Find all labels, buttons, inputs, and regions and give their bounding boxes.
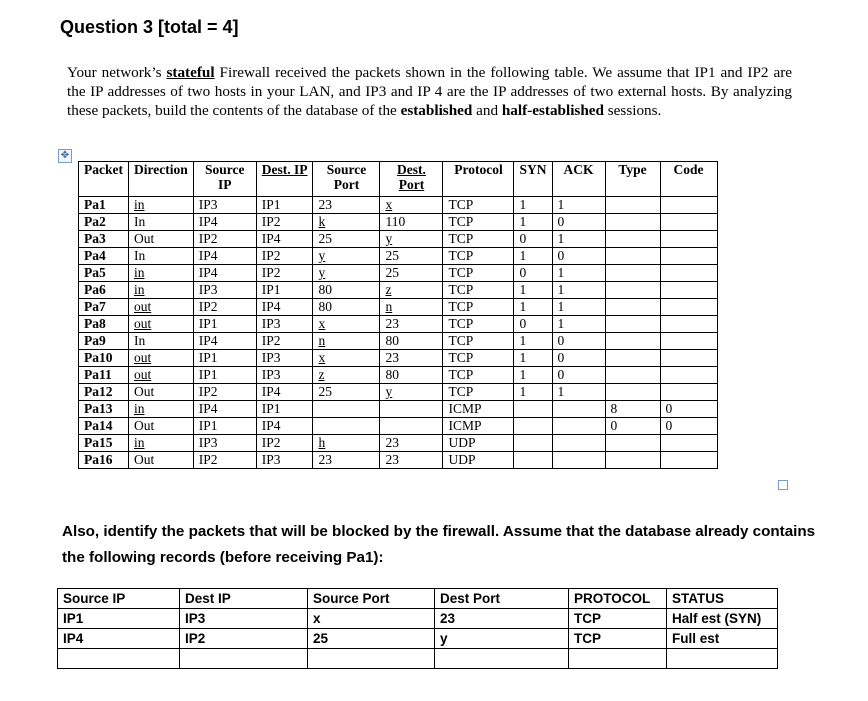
cell-dest-port: 23 <box>380 452 443 469</box>
cell-source-port: 23 <box>313 197 380 214</box>
cell-dest-ip: IP2 <box>256 248 313 265</box>
cell-source-port: 80 <box>313 282 380 299</box>
db-row <box>58 649 778 669</box>
cell-direction: in <box>128 265 193 282</box>
cell-source-ip: IP3 <box>193 435 256 452</box>
cell-dest-ip: IP4 <box>256 299 313 316</box>
cell-dest-port: n <box>380 299 443 316</box>
header-type: Type <box>605 162 660 197</box>
cell-dest-ip: IP1 <box>256 282 313 299</box>
packet-row <box>79 265 718 282</box>
cell-dest-ip: IP4 <box>256 384 313 401</box>
cell-ack: 0 <box>552 214 605 231</box>
cell-type: 0 <box>605 418 660 435</box>
cell-protocol: TCP <box>443 282 514 299</box>
cell-direction: out <box>128 316 193 333</box>
cell-dest-ip: IP4 <box>256 231 313 248</box>
packet-row <box>79 384 718 401</box>
cell-dest-ip: IP2 <box>256 435 313 452</box>
db-header-protocol: PROTOCOL <box>569 589 667 609</box>
cell-dest-ip: IP3 <box>256 452 313 469</box>
packet-row <box>79 282 718 299</box>
cell-code <box>660 333 717 350</box>
packet-row <box>79 333 718 350</box>
header-source-ip: Source IP <box>193 162 256 197</box>
cell-ack: 0 <box>552 248 605 265</box>
packet-table <box>78 161 718 469</box>
cell-protocol: TCP <box>443 231 514 248</box>
cell-source-ip: IP2 <box>193 384 256 401</box>
cell-code <box>660 248 717 265</box>
db-cell-status <box>667 649 778 669</box>
cell-packet: Pa1 <box>79 197 129 214</box>
db-table-body <box>58 609 778 669</box>
db-cell-protocol <box>569 649 667 669</box>
cell-protocol: TCP <box>443 367 514 384</box>
cell-syn: 1 <box>514 248 552 265</box>
cell-direction: out <box>128 299 193 316</box>
cell-dest-ip: IP2 <box>256 265 313 282</box>
cell-direction: In <box>128 248 193 265</box>
cell-ack: 1 <box>552 197 605 214</box>
db-cell-dest-port: y <box>435 629 569 649</box>
paragraph-text: sessions. <box>603 102 662 119</box>
packet-row <box>79 350 718 367</box>
cell-direction: In <box>128 333 193 350</box>
db-cell-source-ip: IP4 <box>58 629 180 649</box>
cell-code <box>660 231 717 248</box>
db-cell-dest-port: 23 <box>435 609 569 629</box>
cell-dest-port: y <box>380 384 443 401</box>
cell-syn: 1 <box>514 299 552 316</box>
cell-syn: 1 <box>514 214 552 231</box>
question-title: Question 3 [total = 4] <box>60 17 239 37</box>
db-cell-source-port: 25 <box>308 629 435 649</box>
packet-row <box>79 435 718 452</box>
cell-ack: 0 <box>552 367 605 384</box>
cell-code: 0 <box>660 418 717 435</box>
db-cell-protocol: TCP <box>569 629 667 649</box>
cell-direction: Out <box>128 231 193 248</box>
cell-dest-port: 80 <box>380 367 443 384</box>
cell-type <box>605 197 660 214</box>
cell-syn: 1 <box>514 350 552 367</box>
header-direction: Direction <box>128 162 193 197</box>
cell-packet: Pa4 <box>79 248 129 265</box>
cell-source-ip: IP4 <box>193 333 256 350</box>
cell-ack: 1 <box>552 384 605 401</box>
cell-syn: 1 <box>514 333 552 350</box>
cell-packet: Pa14 <box>79 418 129 435</box>
half-established-emphasis: half-established <box>501 102 604 119</box>
cell-packet: Pa11 <box>79 367 129 384</box>
cell-ack: 1 <box>552 265 605 282</box>
cell-direction: in <box>128 197 193 214</box>
header-syn: SYN <box>514 162 552 197</box>
cell-dest-port: 25 <box>380 248 443 265</box>
cell-packet: Pa8 <box>79 316 129 333</box>
cell-source-port: k <box>313 214 380 231</box>
question-paragraph <box>67 63 792 120</box>
packet-row <box>79 418 718 435</box>
packet-row <box>79 367 718 384</box>
cell-code: 0 <box>660 401 717 418</box>
cell-ack: 0 <box>552 350 605 367</box>
cell-dest-port: y <box>380 231 443 248</box>
cell-ack: 1 <box>552 231 605 248</box>
packet-row <box>79 214 718 231</box>
cell-source-ip: IP4 <box>193 214 256 231</box>
db-cell-source-port: x <box>308 609 435 629</box>
cell-source-port: 23 <box>313 452 380 469</box>
cell-source-port: n <box>313 333 380 350</box>
header-packet: Packet <box>79 162 129 197</box>
table-resize-handle[interactable] <box>778 480 788 490</box>
paragraph-text: Firewall received the packets shown in the following table. We assume that IP1 and IP2 are the IP addresses of two hosts in your LAN, and IP3 and IP 4 are the IP addresses of two external hosts. By analyzing these packets, build the contents of the database of the <box>67 64 792 119</box>
cell-ack <box>552 418 605 435</box>
db-cell-dest-ip: IP2 <box>180 629 308 649</box>
cell-dest-ip: IP2 <box>256 214 313 231</box>
cell-ack: 1 <box>552 316 605 333</box>
cell-protocol: ICMP <box>443 418 514 435</box>
cell-packet: Pa6 <box>79 282 129 299</box>
cell-direction: In <box>128 214 193 231</box>
cell-type <box>605 435 660 452</box>
cell-dest-port <box>380 418 443 435</box>
cell-packet: Pa15 <box>79 435 129 452</box>
cell-dest-port: 23 <box>380 435 443 452</box>
cell-source-port: y <box>313 248 380 265</box>
cell-syn <box>514 401 552 418</box>
header-protocol: Protocol <box>443 162 514 197</box>
cell-dest-port: 23 <box>380 316 443 333</box>
db-header-status: STATUS <box>667 589 778 609</box>
cell-code <box>660 197 717 214</box>
db-cell-status: Full est <box>667 629 778 649</box>
packet-row <box>79 197 718 214</box>
db-cell-source-ip <box>58 649 180 669</box>
cell-dest-port: x <box>380 197 443 214</box>
cell-syn <box>514 452 552 469</box>
cell-dest-ip: IP1 <box>256 197 313 214</box>
cell-direction: in <box>128 435 193 452</box>
cell-source-ip: IP3 <box>193 197 256 214</box>
cell-type <box>605 350 660 367</box>
cell-code <box>660 384 717 401</box>
cell-source-port: 25 <box>313 384 380 401</box>
cell-type: 8 <box>605 401 660 418</box>
db-cell-dest-port <box>435 649 569 669</box>
db-header-dest-port: Dest Port <box>435 589 569 609</box>
db-cell-source-port <box>308 649 435 669</box>
paragraph-text: and <box>472 102 502 119</box>
db-cell-dest-ip: IP3 <box>180 609 308 629</box>
cell-code <box>660 367 717 384</box>
cell-direction: Out <box>128 384 193 401</box>
session-database-table <box>57 588 778 669</box>
db-row <box>58 609 778 629</box>
cell-source-ip: IP1 <box>193 367 256 384</box>
cell-source-port: z <box>313 367 380 384</box>
cell-protocol: TCP <box>443 197 514 214</box>
cell-source-port: 25 <box>313 231 380 248</box>
cell-source-port: h <box>313 435 380 452</box>
cell-syn: 1 <box>514 282 552 299</box>
cell-direction: out <box>128 350 193 367</box>
cell-syn <box>514 435 552 452</box>
cell-source-ip: IP4 <box>193 248 256 265</box>
paragraph-text: Your network’s <box>67 64 167 81</box>
db-cell-status: Half est (SYN) <box>667 609 778 629</box>
db-header-source-ip: Source IP <box>58 589 180 609</box>
cell-type <box>605 452 660 469</box>
cell-ack: 0 <box>552 333 605 350</box>
cell-source-ip: IP1 <box>193 316 256 333</box>
cell-code <box>660 265 717 282</box>
cell-type <box>605 316 660 333</box>
cell-code <box>660 214 717 231</box>
cell-type <box>605 367 660 384</box>
cell-type <box>605 265 660 282</box>
db-row <box>58 629 778 649</box>
cell-dest-port: z <box>380 282 443 299</box>
cell-direction: out <box>128 367 193 384</box>
cell-direction: Out <box>128 452 193 469</box>
cell-protocol: TCP <box>443 316 514 333</box>
cell-type <box>605 231 660 248</box>
db-header-source-port: Source Port <box>308 589 435 609</box>
cell-source-port <box>313 401 380 418</box>
cell-source-port: x <box>313 316 380 333</box>
cell-syn: 0 <box>514 265 552 282</box>
cell-direction: Out <box>128 418 193 435</box>
stateful-emphasis: stateful <box>166 64 215 81</box>
cell-code <box>660 435 717 452</box>
cell-protocol: ICMP <box>443 401 514 418</box>
cell-dest-ip: IP1 <box>256 401 313 418</box>
packet-row <box>79 231 718 248</box>
established-emphasis: established <box>400 102 473 119</box>
instruction-text: Also, identify the packets that will be blocked by the firewall. Assume that the database already contains the following records (before receiving Pa1): <box>62 523 816 566</box>
cell-protocol: TCP <box>443 248 514 265</box>
cell-source-ip: IP2 <box>193 231 256 248</box>
cell-packet: Pa13 <box>79 401 129 418</box>
cell-dest-port: 25 <box>380 265 443 282</box>
header-ack: ACK <box>552 162 605 197</box>
cell-packet: Pa12 <box>79 384 129 401</box>
cell-source-ip: IP4 <box>193 265 256 282</box>
header-dest-port-text: Dest. Port <box>397 162 426 192</box>
cell-packet: Pa7 <box>79 299 129 316</box>
cell-source-port: x <box>313 350 380 367</box>
cell-packet: Pa16 <box>79 452 129 469</box>
cell-type <box>605 333 660 350</box>
cell-syn: 1 <box>514 197 552 214</box>
packet-row <box>79 299 718 316</box>
cell-protocol: TCP <box>443 214 514 231</box>
cell-source-ip: IP3 <box>193 282 256 299</box>
cell-protocol: TCP <box>443 265 514 282</box>
cell-syn <box>514 418 552 435</box>
packet-row <box>79 316 718 333</box>
cell-type <box>605 384 660 401</box>
cell-dest-ip: IP4 <box>256 418 313 435</box>
cell-type <box>605 282 660 299</box>
header-dest-ip-text: Dest. IP <box>261 162 308 177</box>
cell-syn: 1 <box>514 367 552 384</box>
db-header-row <box>58 589 778 609</box>
header-source-port: Source Port <box>313 162 380 197</box>
cell-source-ip: IP2 <box>193 299 256 316</box>
cell-ack <box>552 401 605 418</box>
packet-row <box>79 248 718 265</box>
cell-ack: 1 <box>552 282 605 299</box>
cell-direction: in <box>128 401 193 418</box>
packet-table-header-row <box>79 162 718 197</box>
table-move-handle-icon[interactable]: ✥ <box>58 149 72 163</box>
cell-protocol: TCP <box>443 299 514 316</box>
packet-table-body <box>79 197 718 469</box>
db-cell-source-ip: IP1 <box>58 609 180 629</box>
header-dest-ip <box>256 162 313 197</box>
cell-syn: 0 <box>514 316 552 333</box>
cell-packet: Pa2 <box>79 214 129 231</box>
cell-dest-port: 110 <box>380 214 443 231</box>
cell-source-ip: IP2 <box>193 452 256 469</box>
cell-type <box>605 299 660 316</box>
cell-ack <box>552 452 605 469</box>
cell-protocol: TCP <box>443 333 514 350</box>
cell-dest-port: 23 <box>380 350 443 367</box>
cell-source-ip: IP4 <box>193 401 256 418</box>
cell-code <box>660 282 717 299</box>
cell-packet: Pa9 <box>79 333 129 350</box>
cell-packet: Pa10 <box>79 350 129 367</box>
cell-type <box>605 214 660 231</box>
cell-source-port: 80 <box>313 299 380 316</box>
cell-protocol: TCP <box>443 350 514 367</box>
cell-protocol: UDP <box>443 452 514 469</box>
cell-dest-ip: IP3 <box>256 316 313 333</box>
cell-code <box>660 350 717 367</box>
cell-dest-ip: IP2 <box>256 333 313 350</box>
cell-syn: 0 <box>514 231 552 248</box>
cell-source-port: y <box>313 265 380 282</box>
header-dest-port <box>380 162 443 197</box>
cell-direction: in <box>128 282 193 299</box>
cell-type <box>605 248 660 265</box>
cell-source-ip: IP1 <box>193 350 256 367</box>
packet-row <box>79 452 718 469</box>
cell-code <box>660 299 717 316</box>
db-cell-protocol: TCP <box>569 609 667 629</box>
cell-ack <box>552 435 605 452</box>
cell-source-ip: IP1 <box>193 418 256 435</box>
cell-ack: 1 <box>552 299 605 316</box>
cell-dest-ip: IP3 <box>256 350 313 367</box>
cell-packet: Pa5 <box>79 265 129 282</box>
cell-code <box>660 452 717 469</box>
cell-dest-port <box>380 401 443 418</box>
db-header-dest-ip: Dest IP <box>180 589 308 609</box>
cell-dest-port: 80 <box>380 333 443 350</box>
cell-dest-ip: IP3 <box>256 367 313 384</box>
cell-source-port <box>313 418 380 435</box>
cell-syn: 1 <box>514 384 552 401</box>
cell-packet: Pa3 <box>79 231 129 248</box>
header-code: Code <box>660 162 717 197</box>
cell-protocol: TCP <box>443 384 514 401</box>
packet-row <box>79 401 718 418</box>
cell-code <box>660 316 717 333</box>
cell-protocol: UDP <box>443 435 514 452</box>
db-cell-dest-ip <box>180 649 308 669</box>
